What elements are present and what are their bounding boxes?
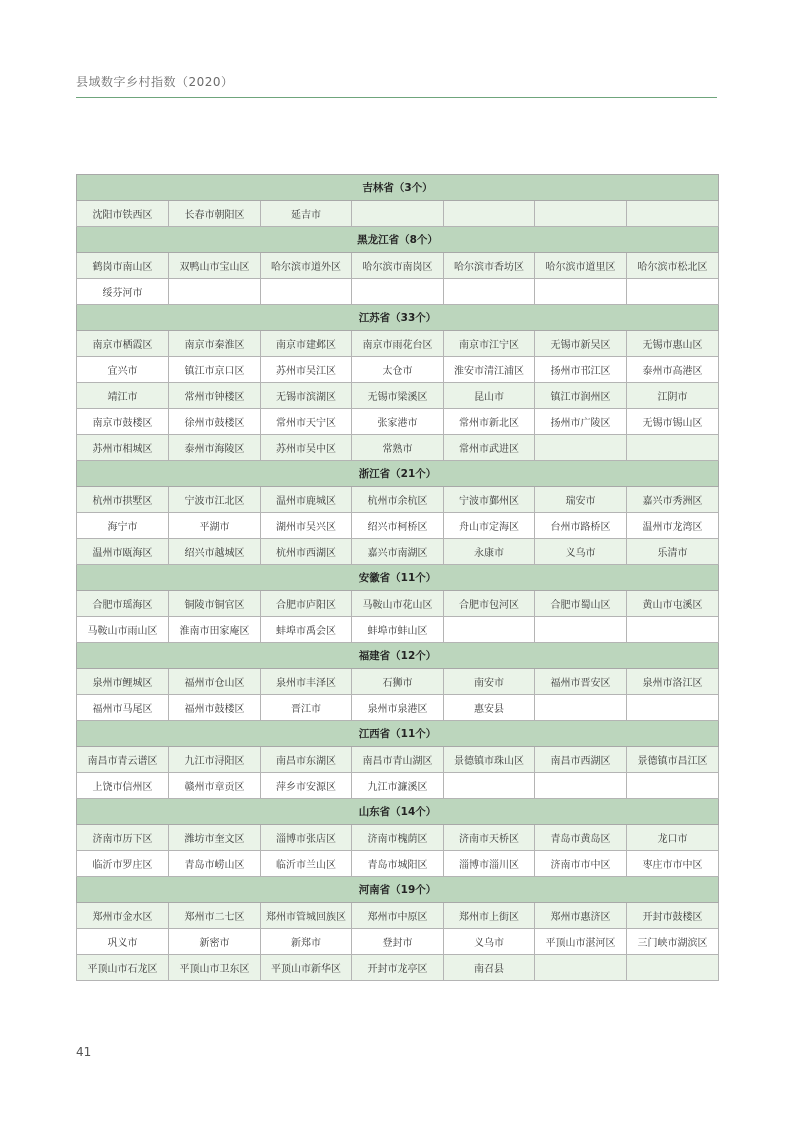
table-row [77, 279, 719, 305]
province-name: 福建省（12个） [77, 643, 719, 669]
county-cell: 沈阳市铁西区 [77, 201, 169, 227]
table-row [77, 747, 719, 773]
county-cell: 巩义市 [77, 929, 169, 955]
county-cell: 靖江市 [77, 383, 169, 409]
table-row [77, 617, 719, 643]
page-number: 41 [76, 1045, 92, 1059]
county-cell: 开封市龙亭区 [352, 955, 444, 981]
county-cell: 龙口市 [627, 825, 719, 851]
county-cell: 临沂市罗庄区 [77, 851, 169, 877]
table-row [77, 929, 719, 955]
table-row [77, 591, 719, 617]
province-header-row [77, 877, 719, 903]
county-cell: 淄博市张店区 [261, 825, 352, 851]
table-row [77, 435, 719, 461]
county-cell: 哈尔滨市香坊区 [444, 253, 535, 279]
province-name: 江苏省（33个） [77, 305, 719, 331]
table-row [77, 539, 719, 565]
county-cell: 南京市秦淮区 [169, 331, 261, 357]
county-cell: 福州市马尾区 [77, 695, 169, 721]
table-row [77, 357, 719, 383]
empty-cell [352, 279, 444, 305]
county-cell: 淮南市田家庵区 [169, 617, 261, 643]
empty-cell [627, 279, 719, 305]
county-cell: 无锡市滨湖区 [261, 383, 352, 409]
county-cell: 南京市建邺区 [261, 331, 352, 357]
county-cell: 湖州市吴兴区 [261, 513, 352, 539]
county-cell: 常熟市 [352, 435, 444, 461]
county-cell: 南昌市东湖区 [261, 747, 352, 773]
county-cell: 三门峡市湖滨区 [627, 929, 719, 955]
province-header-row [77, 175, 719, 201]
county-cell: 无锡市梁溪区 [352, 383, 444, 409]
empty-cell [535, 955, 627, 981]
county-cell: 双鸭山市宝山区 [169, 253, 261, 279]
province-name: 江西省（11个） [77, 721, 719, 747]
province-name: 浙江省（21个） [77, 461, 719, 487]
county-cell: 延吉市 [261, 201, 352, 227]
county-cell: 徐州市鼓楼区 [169, 409, 261, 435]
county-cell: 扬州市邗江区 [535, 357, 627, 383]
county-cell: 平顶山市石龙区 [77, 955, 169, 981]
county-cell: 常州市武进区 [444, 435, 535, 461]
county-cell: 张家港市 [352, 409, 444, 435]
empty-cell [627, 201, 719, 227]
province-header-row [77, 565, 719, 591]
county-cell: 泰州市高港区 [627, 357, 719, 383]
county-cell: 无锡市锡山区 [627, 409, 719, 435]
county-cell: 临沂市兰山区 [261, 851, 352, 877]
empty-cell [444, 617, 535, 643]
empty-cell [352, 201, 444, 227]
county-cell: 南京市栖霞区 [77, 331, 169, 357]
county-cell: 惠安县 [444, 695, 535, 721]
county-cell: 义乌市 [444, 929, 535, 955]
county-cell: 蚌埠市禹会区 [261, 617, 352, 643]
county-cell: 马鞍山市花山区 [352, 591, 444, 617]
county-cell: 绍兴市柯桥区 [352, 513, 444, 539]
table-row [77, 695, 719, 721]
county-cell: 新郑市 [261, 929, 352, 955]
county-cell: 南昌市青云谱区 [77, 747, 169, 773]
county-cell: 杭州市余杭区 [352, 487, 444, 513]
county-cell: 合肥市包河区 [444, 591, 535, 617]
province-name: 山东省（14个） [77, 799, 719, 825]
county-cell: 义乌市 [535, 539, 627, 565]
empty-cell [627, 435, 719, 461]
county-cell: 枣庄市市中区 [627, 851, 719, 877]
empty-cell [535, 617, 627, 643]
county-cell: 合肥市蜀山区 [535, 591, 627, 617]
table-row [77, 253, 719, 279]
header-divider [76, 97, 717, 98]
county-cell: 蚌埠市蚌山区 [352, 617, 444, 643]
empty-cell [535, 279, 627, 305]
county-cell: 平顶山市湛河区 [535, 929, 627, 955]
empty-cell [535, 773, 627, 799]
province-name: 黑龙江省（8个） [77, 227, 719, 253]
county-cell: 江阴市 [627, 383, 719, 409]
county-cell: 福州市晋安区 [535, 669, 627, 695]
county-cell: 平顶山市新华区 [261, 955, 352, 981]
county-cell: 平湖市 [169, 513, 261, 539]
empty-cell [627, 955, 719, 981]
county-cell: 上饶市信州区 [77, 773, 169, 799]
province-header-row [77, 305, 719, 331]
table-row [77, 851, 719, 877]
county-cell: 乐清市 [627, 539, 719, 565]
county-cell: 绍兴市越城区 [169, 539, 261, 565]
county-cell: 景德镇市昌江区 [627, 747, 719, 773]
county-cell: 合肥市庐阳区 [261, 591, 352, 617]
county-cell: 郑州市惠济区 [535, 903, 627, 929]
county-cell: 泉州市丰泽区 [261, 669, 352, 695]
county-cell: 杭州市拱墅区 [77, 487, 169, 513]
province-header-row [77, 721, 719, 747]
county-cell: 登封市 [352, 929, 444, 955]
table-row [77, 383, 719, 409]
table-row [77, 409, 719, 435]
county-cell: 无锡市新吴区 [535, 331, 627, 357]
county-cell: 永康市 [444, 539, 535, 565]
county-cell: 九江市浔阳区 [169, 747, 261, 773]
county-cell: 温州市鹿城区 [261, 487, 352, 513]
county-cell: 瑞安市 [535, 487, 627, 513]
county-cell: 济南市历下区 [77, 825, 169, 851]
county-cell: 南召县 [444, 955, 535, 981]
table-row [77, 201, 719, 227]
county-cell: 苏州市吴江区 [261, 357, 352, 383]
county-cell: 萍乡市安源区 [261, 773, 352, 799]
county-cell: 合肥市瑶海区 [77, 591, 169, 617]
county-cell: 无锡市惠山区 [627, 331, 719, 357]
county-cell: 南安市 [444, 669, 535, 695]
county-cell: 哈尔滨市南岗区 [352, 253, 444, 279]
county-cell: 昆山市 [444, 383, 535, 409]
county-cell: 淮安市清江浦区 [444, 357, 535, 383]
county-cell: 宜兴市 [77, 357, 169, 383]
county-cell: 南京市江宁区 [444, 331, 535, 357]
county-cell: 福州市仓山区 [169, 669, 261, 695]
county-cell: 青岛市黄岛区 [535, 825, 627, 851]
empty-cell [535, 435, 627, 461]
county-cell: 镇江市润州区 [535, 383, 627, 409]
empty-cell [627, 773, 719, 799]
county-cell: 哈尔滨市松北区 [627, 253, 719, 279]
province-header-row [77, 461, 719, 487]
county-cell: 嘉兴市秀洲区 [627, 487, 719, 513]
county-cell: 苏州市相城区 [77, 435, 169, 461]
table-row [77, 513, 719, 539]
county-cell: 青岛市城阳区 [352, 851, 444, 877]
table-row [77, 773, 719, 799]
county-cell: 郑州市金水区 [77, 903, 169, 929]
empty-cell [627, 695, 719, 721]
province-name: 河南省（19个） [77, 877, 719, 903]
county-cell: 开封市鼓楼区 [627, 903, 719, 929]
empty-cell [444, 773, 535, 799]
province-header-row [77, 799, 719, 825]
county-cell: 平顶山市卫东区 [169, 955, 261, 981]
county-cell: 南昌市青山湖区 [352, 747, 444, 773]
county-cell: 泉州市洛江区 [627, 669, 719, 695]
table-row [77, 825, 719, 851]
county-cell: 杭州市西湖区 [261, 539, 352, 565]
empty-cell [261, 279, 352, 305]
empty-cell [627, 617, 719, 643]
province-header-row [77, 643, 719, 669]
table-row [77, 955, 719, 981]
county-cell: 郑州市上街区 [444, 903, 535, 929]
county-cell: 舟山市定海区 [444, 513, 535, 539]
county-cell: 济南市市中区 [535, 851, 627, 877]
county-list-table [76, 174, 719, 981]
county-cell: 石狮市 [352, 669, 444, 695]
empty-cell [444, 201, 535, 227]
county-cell: 黄山市屯溪区 [627, 591, 719, 617]
county-cell: 南京市雨花台区 [352, 331, 444, 357]
empty-cell [169, 279, 261, 305]
county-cell: 郑州市二七区 [169, 903, 261, 929]
county-cell: 新密市 [169, 929, 261, 955]
county-cell: 常州市新北区 [444, 409, 535, 435]
county-cell: 太仓市 [352, 357, 444, 383]
county-cell: 嘉兴市南湖区 [352, 539, 444, 565]
county-cell: 南京市鼓楼区 [77, 409, 169, 435]
county-cell: 济南市槐荫区 [352, 825, 444, 851]
province-header-row [77, 227, 719, 253]
county-cell: 铜陵市铜官区 [169, 591, 261, 617]
county-cell: 南昌市西湖区 [535, 747, 627, 773]
county-cell: 常州市天宁区 [261, 409, 352, 435]
county-cell: 宁波市鄞州区 [444, 487, 535, 513]
county-cell: 马鞍山市雨山区 [77, 617, 169, 643]
county-cell: 扬州市广陵区 [535, 409, 627, 435]
county-cell: 温州市龙湾区 [627, 513, 719, 539]
county-cell: 苏州市吴中区 [261, 435, 352, 461]
county-cell: 常州市钟楼区 [169, 383, 261, 409]
county-cell: 青岛市崂山区 [169, 851, 261, 877]
county-cell: 赣州市章贡区 [169, 773, 261, 799]
county-cell: 晋江市 [261, 695, 352, 721]
county-cell: 泰州市海陵区 [169, 435, 261, 461]
empty-cell [535, 201, 627, 227]
county-cell: 福州市鼓楼区 [169, 695, 261, 721]
county-cell: 台州市路桥区 [535, 513, 627, 539]
county-cell: 淄博市淄川区 [444, 851, 535, 877]
county-cell: 哈尔滨市道外区 [261, 253, 352, 279]
table-body [77, 175, 719, 981]
county-cell: 绥芬河市 [77, 279, 169, 305]
county-cell: 郑州市中原区 [352, 903, 444, 929]
county-cell: 泉州市泉港区 [352, 695, 444, 721]
county-cell: 九江市濂溪区 [352, 773, 444, 799]
empty-cell [535, 695, 627, 721]
county-cell: 哈尔滨市道里区 [535, 253, 627, 279]
county-cell: 泉州市鲤城区 [77, 669, 169, 695]
header-title: 县域数字乡村指数（2020） [76, 75, 234, 89]
province-name: 安徽省（11个） [77, 565, 719, 591]
county-cell: 景德镇市珠山区 [444, 747, 535, 773]
county-cell: 鹤岗市南山区 [77, 253, 169, 279]
county-cell: 宁波市江北区 [169, 487, 261, 513]
county-cell: 温州市瓯海区 [77, 539, 169, 565]
county-cell: 郑州市管城回族区 [261, 903, 352, 929]
table-row [77, 903, 719, 929]
county-cell: 长春市朝阳区 [169, 201, 261, 227]
table-row [77, 487, 719, 513]
province-name: 吉林省（3个） [77, 175, 719, 201]
county-cell: 海宁市 [77, 513, 169, 539]
county-cell: 济南市天桥区 [444, 825, 535, 851]
county-cell: 潍坊市奎文区 [169, 825, 261, 851]
table-row [77, 669, 719, 695]
empty-cell [444, 279, 535, 305]
county-cell: 镇江市京口区 [169, 357, 261, 383]
table-row [77, 331, 719, 357]
